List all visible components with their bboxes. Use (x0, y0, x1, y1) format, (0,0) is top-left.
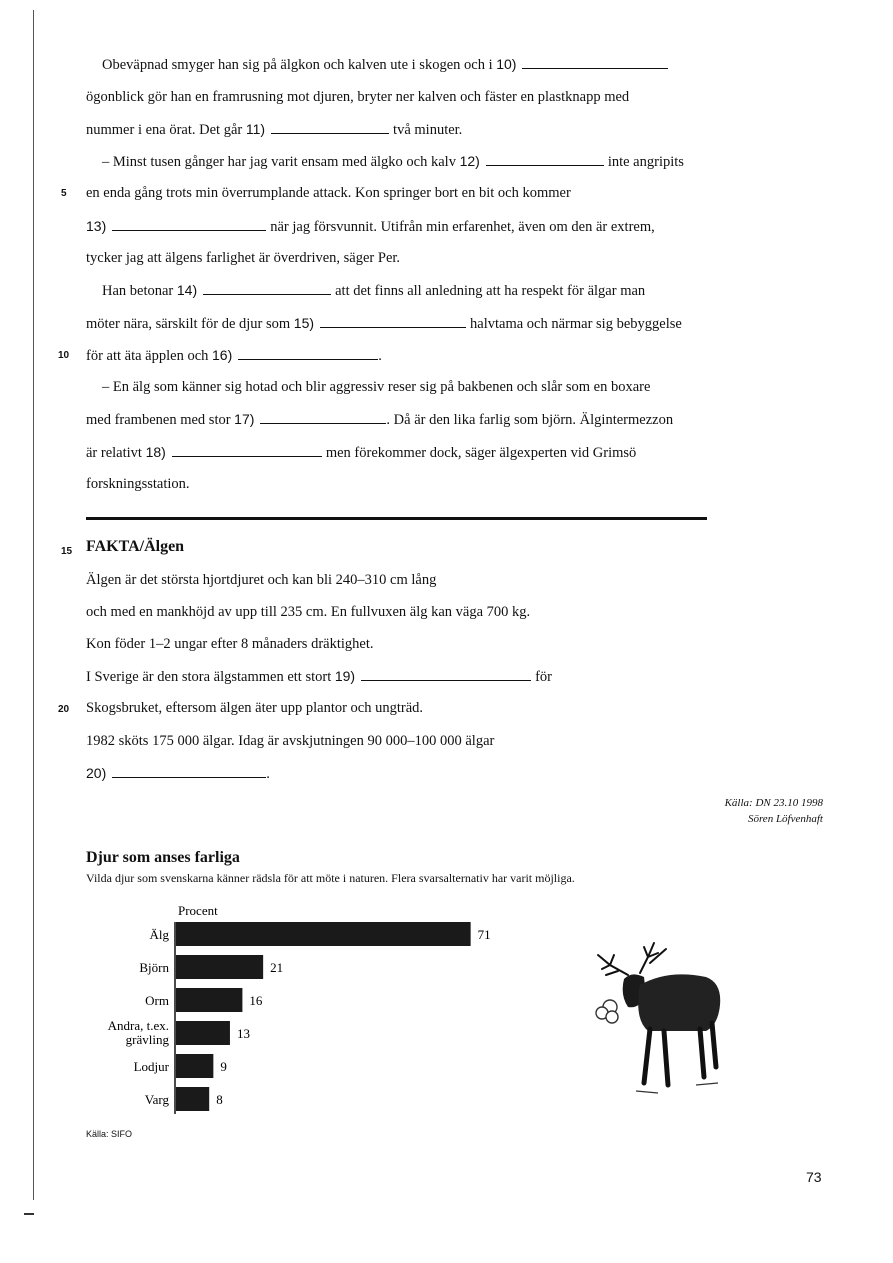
chart-category-label: Varg (144, 1092, 169, 1107)
question-number: 13) (86, 218, 107, 234)
fakta-line-1: Älgen är det största hjortdjuret och kan bli 240–310 cm lång (86, 572, 437, 588)
text-segment: – Minst tusen gånger har jag varit ensam med älgko och kalv (102, 154, 456, 170)
question-number: 14) (176, 282, 198, 298)
bar-chart (80, 895, 540, 1120)
question-number: 15) (293, 315, 315, 331)
chart-value-label: 13 (236, 1026, 250, 1041)
text-line-10 (86, 345, 382, 366)
fakta-line-4 (86, 666, 552, 687)
line-number: 5 (61, 188, 67, 199)
text-segment: . (266, 766, 270, 782)
chart-bar (176, 988, 242, 1012)
text-segment: I Sverige är den stora älgstammen ett stort (86, 669, 332, 685)
page-number: 73 (806, 1169, 822, 1185)
article-source: Källa: DN 23.10 1998 (724, 797, 823, 809)
text-line-1 (102, 54, 672, 75)
answer-blank-14[interactable] (203, 281, 331, 295)
section-divider (86, 517, 707, 520)
text-segment: att det finns all anledning att ha respekt för älgar man (335, 283, 646, 299)
chart-category-label: Andra, t.ex. (107, 1018, 169, 1033)
text-segment: för (535, 669, 552, 685)
text-line-4 (102, 151, 684, 172)
answer-blank-17[interactable] (260, 410, 386, 424)
text-segment: nummer i ena örat. Det går (86, 122, 243, 138)
text-segment: möter nära, särskilt för de djur som (86, 316, 291, 332)
text-line-13 (86, 442, 636, 463)
answer-blank-13[interactable] (112, 217, 266, 231)
question-number: 12) (459, 153, 480, 169)
chart-title: Djur som anses farliga (86, 849, 240, 866)
text-line-8 (102, 280, 645, 301)
chart-value-label: 71 (477, 927, 491, 942)
answer-blank-18[interactable] (172, 443, 322, 457)
fakta-line-6: 1982 sköts 175 000 älgar. Idag är avskjutningen 90 000–100 000 älgar (86, 733, 495, 749)
answer-blank-16[interactable] (238, 346, 378, 360)
chart-value-label: 16 (249, 993, 263, 1008)
text-segment: med frambenen med stor (86, 412, 231, 428)
question-number: 18) (145, 444, 166, 460)
chart-category-label: Lodjur (133, 1059, 169, 1074)
text-segment: för att äta äpplen och (86, 348, 209, 364)
chart-value-label: 9 (220, 1059, 227, 1074)
question-number: 11) (245, 121, 266, 137)
question-number: 20) (86, 765, 107, 781)
line-number: 10 (58, 350, 70, 361)
text-segment: två minuter. (393, 122, 463, 138)
question-number: 17) (234, 411, 255, 427)
chart-category-label: Älg (149, 927, 169, 942)
fakta-line-7 (86, 763, 270, 784)
fakta-line-2: och med en mankhöjd av upp till 235 cm. En fullvuxen älg kan väga 700 kg. (86, 604, 531, 620)
moose-illustration (588, 935, 733, 1100)
answer-blank-10[interactable] (522, 55, 668, 69)
line-number: 20 (58, 704, 70, 715)
chart-axis-label: Procent (178, 903, 218, 918)
text-line-14: forskningsstation. (86, 476, 190, 492)
text-line-2: ögonblick gör han en framrusning mot djuren, bryter ner kalven och fäster en plastknapp med (86, 89, 630, 105)
chart-category-label: Orm (145, 993, 169, 1008)
text-line-5: en enda gång trots min överrumplande attack. Kon springer bort en bit och kommer (86, 185, 571, 201)
fakta-line-5: Skogsbruket, eftersom älgen äter upp plantor och ungträd. (86, 700, 424, 716)
question-number: 10) (496, 56, 517, 72)
question-number: 16) (212, 347, 233, 363)
chart-bar (176, 922, 471, 946)
chart-subtitle: Vilda djur som svenskarna känner rädsla för att möte i naturen. Flera svarsalternativ har varit möjliga. (86, 871, 575, 885)
chart-value-label: 8 (216, 1092, 223, 1107)
text-segment: . (378, 348, 382, 364)
answer-blank-19[interactable] (361, 667, 531, 681)
article-author: Sören Löfvenhaft (747, 813, 823, 825)
text-line-7: tycker jag att älgens farlighet är överdriven, säger Per. (86, 250, 401, 266)
text-segment: men förekommer dock, säger älgexperten vid Grimsö (325, 445, 637, 461)
text-segment: inte angripits (607, 154, 684, 170)
text-segment: Obeväpnad smyger han sig på älgkon och kalven ute i skogen och i (102, 57, 493, 73)
text-segment: . Då är den lika farlig som björn. Älgintermezzon (386, 412, 674, 428)
chart-bar (176, 1054, 213, 1078)
answer-blank-11[interactable] (271, 120, 389, 134)
text-line-12 (86, 409, 673, 430)
text-line-3 (86, 119, 462, 140)
chart-category-label: Björn (139, 960, 169, 975)
chart-bar (176, 1087, 209, 1111)
text-line-9 (86, 313, 682, 334)
margin-tick (24, 1213, 34, 1215)
text-segment: när jag försvunnit. Utifrån min erfarenhet, även om den är extrem, (270, 219, 655, 235)
answer-blank-20[interactable] (112, 764, 266, 778)
fakta-line-3: Kon föder 1–2 ungar efter 8 månaders dräktighet. (86, 636, 374, 652)
chart-value-label: 21 (270, 960, 284, 975)
fakta-heading: FAKTA/Älgen (86, 538, 185, 555)
margin-rule (33, 10, 34, 1200)
text-line-11: – En älg som känner sig hotad och blir aggressiv reser sig på bakbenen och slår som en boxare (102, 379, 651, 395)
chart-category-label: grävling (125, 1032, 169, 1047)
question-number: 19) (334, 668, 356, 684)
chart-source: Källa: SIFO (86, 1129, 133, 1139)
chart-bar (176, 955, 263, 979)
text-line-6 (86, 216, 655, 237)
answer-blank-12[interactable] (486, 152, 604, 166)
text-segment: halvtama och närmar sig bebyggelse (470, 316, 682, 332)
text-segment: är relativt (86, 445, 142, 461)
chart-bar (176, 1021, 230, 1045)
line-number: 15 (61, 546, 73, 557)
answer-blank-15[interactable] (320, 314, 466, 328)
text-segment: Han betonar (102, 283, 174, 299)
